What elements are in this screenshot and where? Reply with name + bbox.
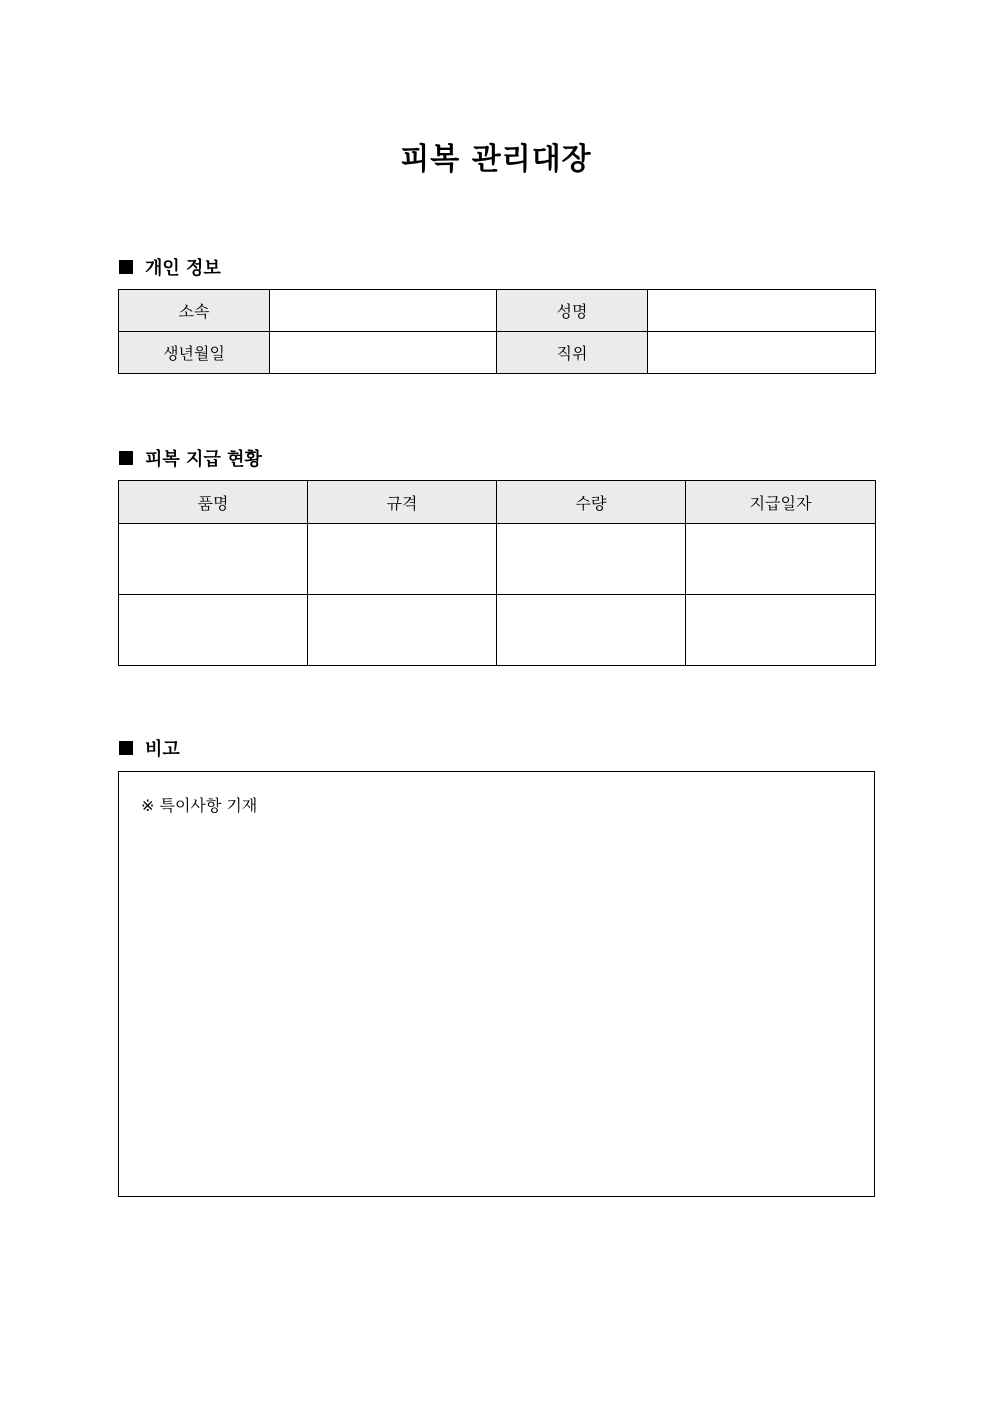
table-row [119,595,876,666]
column-header-spec: 규격 [308,481,497,524]
table-row [119,290,876,332]
square-bullet-icon [119,451,133,465]
label-affiliation: 소속 [119,290,270,332]
issue-date-cell[interactable] [686,524,876,595]
remarks-note: ※ 특이사항 기재 [141,796,258,815]
square-bullet-icon [119,741,133,755]
affiliation-field[interactable] [270,290,497,332]
position-field[interactable] [648,332,876,374]
table-header-row [119,481,876,524]
label-name: 성명 [497,290,648,332]
section-heading-issue [119,445,262,471]
table-row [119,524,876,595]
clothing-issue-table [118,480,876,666]
birthdate-field[interactable] [270,332,497,374]
section-heading-personal [119,254,221,280]
column-header-issue-date: 지급일자 [686,481,876,524]
column-header-quantity: 수량 [497,481,686,524]
square-bullet-icon [119,260,133,274]
quantity-cell[interactable] [497,524,686,595]
remarks-box[interactable] [118,771,875,1197]
table-row [119,332,876,374]
section-heading-label: 개인 정보 [145,258,221,279]
column-header-item: 품명 [119,481,308,524]
label-position: 직위 [497,332,648,374]
spec-cell[interactable] [308,524,497,595]
item-cell[interactable] [119,524,308,595]
section-heading-label: 피복 지급 현황 [145,449,262,470]
issue-date-cell[interactable] [686,595,876,666]
section-heading-remarks [119,735,180,761]
page-title: 피복 관리대장 [400,142,592,177]
name-field[interactable] [648,290,876,332]
spec-cell[interactable] [308,595,497,666]
quantity-cell[interactable] [497,595,686,666]
section-heading-label: 비고 [145,739,180,760]
personal-info-table [118,289,876,374]
item-cell[interactable] [119,595,308,666]
label-birthdate: 생년월일 [119,332,270,374]
